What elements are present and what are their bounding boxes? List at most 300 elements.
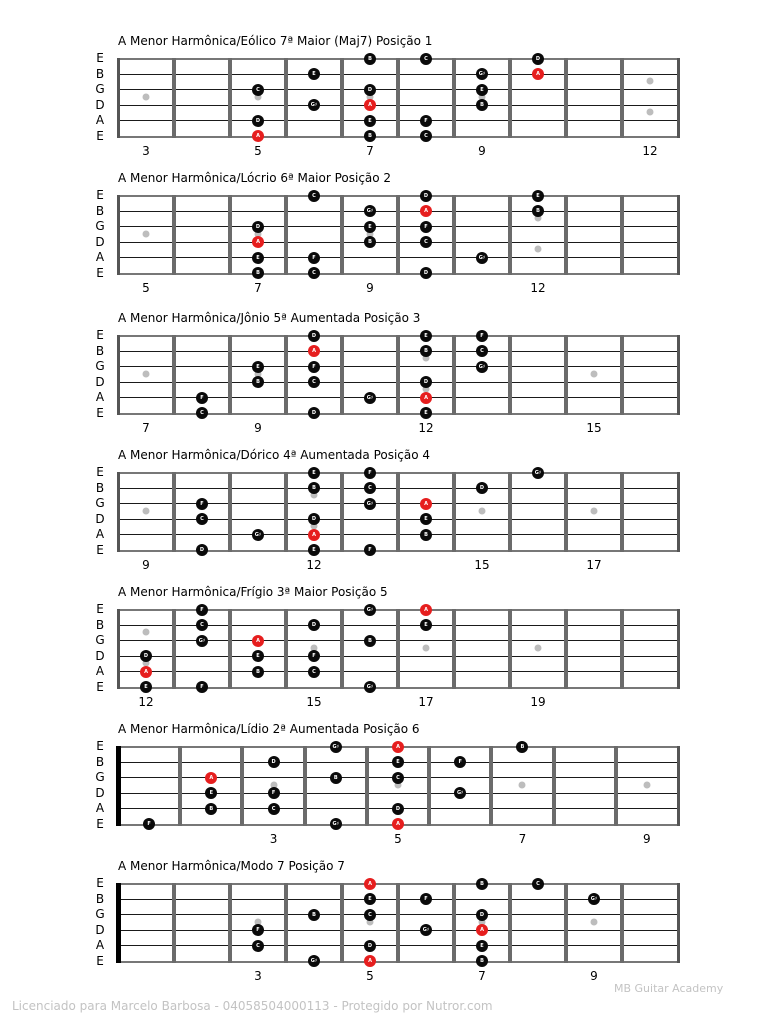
note-marker: D xyxy=(420,376,432,388)
note-marker: B xyxy=(532,205,544,217)
note-marker: F xyxy=(196,392,208,404)
note-marker: C xyxy=(196,407,208,419)
diagram-title: A Menor Harmônica/Lídio 2ª Aumentada Posição 6 xyxy=(118,722,420,736)
brand-watermark: MB Guitar Academy xyxy=(614,982,724,995)
note-marker: D xyxy=(308,513,320,525)
note-marker: C xyxy=(420,130,432,142)
note-marker: B xyxy=(330,772,342,784)
string-label: B xyxy=(95,617,105,632)
fret-inlay-dot xyxy=(535,644,542,651)
note-marker: F xyxy=(143,818,155,830)
fret-number: 17 xyxy=(418,694,434,709)
fret-wire xyxy=(228,883,232,963)
fret-wire xyxy=(620,195,624,275)
root-note-marker: A xyxy=(392,741,404,753)
fret-wire xyxy=(117,335,120,415)
fret-wire xyxy=(564,195,568,275)
fret-wire xyxy=(452,472,456,552)
fret-number: 15 xyxy=(306,694,322,709)
note-marker: E xyxy=(252,361,264,373)
fret-wire xyxy=(284,883,288,963)
root-note-marker: A xyxy=(308,529,320,541)
note-marker: C xyxy=(420,53,432,65)
fretboard xyxy=(118,332,678,416)
fret-number: 12 xyxy=(530,280,546,295)
note-marker: D xyxy=(476,482,488,494)
fret-wire xyxy=(172,335,176,415)
fret-wire xyxy=(284,195,288,275)
fret-wire xyxy=(620,335,624,415)
string-label: A xyxy=(95,801,105,815)
fret-number: 9 xyxy=(590,968,598,983)
root-note-marker: A xyxy=(364,99,376,111)
fret-number: 12 xyxy=(306,557,322,572)
diagram-title: A Menor Harmônica/Eólico 7ª Maior (Maj7) Posição 1 xyxy=(118,34,433,48)
fret-inlay-dot xyxy=(591,507,598,514)
note-marker: E xyxy=(140,681,152,693)
string-label: G xyxy=(95,633,105,647)
note-marker: C xyxy=(252,84,264,96)
string-label: E xyxy=(96,51,104,65)
fret-wire xyxy=(396,609,400,689)
nut xyxy=(116,746,121,826)
string-label: B xyxy=(95,66,105,81)
note-marker: D xyxy=(140,650,152,662)
fret-wire xyxy=(620,609,624,689)
fret-wire xyxy=(677,472,680,552)
fret-wire xyxy=(677,335,680,415)
fret-number: 15 xyxy=(474,557,490,572)
fret-wire xyxy=(677,195,680,275)
note-marker: G♯ xyxy=(364,498,376,510)
fret-inlay-dot xyxy=(519,781,526,788)
root-note-marker: A xyxy=(205,772,217,784)
fret-wire xyxy=(620,883,624,963)
fret-wire xyxy=(508,58,512,138)
note-marker: C xyxy=(308,666,320,678)
note-marker: G♯ xyxy=(308,99,320,111)
note-marker: F xyxy=(196,604,208,616)
fret-wire xyxy=(117,609,120,689)
fret-wire xyxy=(340,609,344,689)
root-note-marker: A xyxy=(420,205,432,217)
root-note-marker: A xyxy=(420,498,432,510)
nut xyxy=(116,883,121,963)
fret-wire xyxy=(340,335,344,415)
fretboard xyxy=(118,55,678,139)
string-label: D xyxy=(95,374,105,389)
note-marker: G♯ xyxy=(476,68,488,80)
fret-wire xyxy=(284,472,288,552)
fretboard xyxy=(118,469,678,553)
string-label: G xyxy=(95,359,105,373)
note-marker: C xyxy=(196,619,208,631)
scale-diagram xyxy=(0,448,768,580)
string-label: E xyxy=(96,188,104,202)
note-marker: C xyxy=(476,345,488,357)
fret-wire xyxy=(172,195,176,275)
string-label: D xyxy=(95,648,105,663)
note-marker: B xyxy=(308,482,320,494)
note-marker: F xyxy=(252,924,264,936)
string-label: B xyxy=(95,203,105,218)
note-marker: G♯ xyxy=(330,741,342,753)
root-note-marker: A xyxy=(532,68,544,80)
note-marker: C xyxy=(196,513,208,525)
fret-wire xyxy=(340,58,344,138)
fret-wire xyxy=(396,58,400,138)
string-label: D xyxy=(95,511,105,526)
fret-number: 12 xyxy=(642,143,658,158)
fret-inlay-dot xyxy=(143,507,150,514)
diagram-title: A Menor Harmônica/Jônio 5ª Aumentada Posição 3 xyxy=(118,311,421,325)
fret-wire xyxy=(614,746,618,826)
string-label: E xyxy=(96,128,104,143)
string-label: A xyxy=(95,390,105,404)
fret-wire xyxy=(396,472,400,552)
note-marker: E xyxy=(364,115,376,127)
note-marker: B xyxy=(252,376,264,388)
fret-number: 15 xyxy=(586,420,602,435)
fret-number: 7 xyxy=(366,143,374,158)
fret-wire xyxy=(228,195,232,275)
note-marker: G♯ xyxy=(196,635,208,647)
fret-wire xyxy=(117,472,120,552)
fret-number: 9 xyxy=(366,280,374,295)
fret-wire xyxy=(228,472,232,552)
root-note-marker: A xyxy=(476,924,488,936)
root-note-marker: A xyxy=(252,635,264,647)
scale-diagram xyxy=(0,171,768,303)
fretboard xyxy=(118,743,678,827)
note-marker: F xyxy=(420,115,432,127)
string-label: B xyxy=(95,480,105,495)
string-label: A xyxy=(95,938,105,952)
fret-wire xyxy=(508,609,512,689)
fret-wire xyxy=(284,335,288,415)
string-label: E xyxy=(96,739,104,753)
fret-wire xyxy=(172,883,176,963)
diagram-title: A Menor Harmônica/Lócrio 6ª Maior Posição 2 xyxy=(118,171,392,185)
fret-wire xyxy=(340,883,344,963)
note-marker: D xyxy=(196,544,208,556)
note-marker: B xyxy=(364,236,376,248)
string-label: G xyxy=(95,219,105,233)
fret-wire xyxy=(564,472,568,552)
fret-inlay-dot xyxy=(143,230,150,237)
fret-wire xyxy=(508,883,512,963)
fretboard xyxy=(118,606,678,690)
fret-number: 3 xyxy=(142,143,150,158)
fret-number: 7 xyxy=(254,280,262,295)
diagram-title: A Menor Harmônica/Frígio 3ª Maior Posição 5 xyxy=(118,585,388,599)
note-marker: G♯ xyxy=(364,604,376,616)
fret-wire xyxy=(178,746,182,826)
note-marker: D xyxy=(364,84,376,96)
fret-number: 9 xyxy=(643,831,651,846)
note-marker: G♯ xyxy=(364,392,376,404)
fret-wire xyxy=(396,335,400,415)
note-marker: F xyxy=(308,252,320,264)
string-label: A xyxy=(95,250,105,264)
note-marker: E xyxy=(420,619,432,631)
fret-wire xyxy=(228,609,232,689)
diagram-title: A Menor Harmônica/Modo 7 Posição 7 xyxy=(118,859,345,873)
note-marker: D xyxy=(392,803,404,815)
fret-number: 9 xyxy=(254,420,262,435)
fret-wire xyxy=(427,746,431,826)
scale-diagram xyxy=(0,34,768,166)
note-marker: D xyxy=(476,909,488,921)
fret-wire xyxy=(340,472,344,552)
string-label: E xyxy=(96,328,104,342)
note-marker: F xyxy=(476,330,488,342)
fret-wire xyxy=(172,609,176,689)
root-note-marker: A xyxy=(420,392,432,404)
fret-inlay-dot xyxy=(591,370,598,377)
note-marker: G♯ xyxy=(364,681,376,693)
fret-wire xyxy=(117,58,120,138)
note-marker: C xyxy=(308,376,320,388)
string-label: E xyxy=(96,876,104,890)
fret-number: 17 xyxy=(586,557,602,572)
note-marker: C xyxy=(308,190,320,202)
string-label: D xyxy=(95,922,105,937)
fret-inlay-dot xyxy=(143,93,150,100)
note-marker: F xyxy=(268,787,280,799)
note-marker: E xyxy=(420,513,432,525)
license-footer: Licenciado para Marcelo Barbosa - 04058504000113 - Protegido por Nutror.com xyxy=(12,999,493,1013)
note-marker: D xyxy=(364,940,376,952)
fret-number: 5 xyxy=(366,968,374,983)
note-marker: F xyxy=(420,221,432,233)
note-marker: B xyxy=(476,955,488,967)
fret-inlay-dot xyxy=(647,109,654,116)
note-marker: B xyxy=(252,666,264,678)
scale-diagram xyxy=(0,859,768,991)
fret-inlay-dot xyxy=(643,781,650,788)
fret-number: 9 xyxy=(142,557,150,572)
fret-wire xyxy=(452,883,456,963)
fret-wire xyxy=(228,335,232,415)
note-marker: E xyxy=(420,330,432,342)
root-note-marker: A xyxy=(364,955,376,967)
note-marker: G♯ xyxy=(532,467,544,479)
fret-wire xyxy=(396,883,400,963)
fret-number: 5 xyxy=(254,143,262,158)
note-marker: E xyxy=(392,756,404,768)
string-label: E xyxy=(96,679,104,694)
fret-wire xyxy=(365,746,369,826)
fret-wire xyxy=(564,58,568,138)
fret-wire xyxy=(284,609,288,689)
note-marker: B xyxy=(252,267,264,279)
fret-wire xyxy=(508,472,512,552)
root-note-marker: A xyxy=(364,878,376,890)
string-label: G xyxy=(95,82,105,96)
fret-wire xyxy=(677,883,680,963)
fret-wire xyxy=(172,472,176,552)
note-marker: G♯ xyxy=(476,361,488,373)
note-marker: E xyxy=(308,544,320,556)
note-marker: D xyxy=(420,267,432,279)
root-note-marker: A xyxy=(252,236,264,248)
note-marker: G♯ xyxy=(364,205,376,217)
note-marker: D xyxy=(268,756,280,768)
note-marker: G♯ xyxy=(308,955,320,967)
note-marker: E xyxy=(476,84,488,96)
note-marker: E xyxy=(308,68,320,80)
string-label: B xyxy=(95,891,105,906)
note-marker: F xyxy=(364,544,376,556)
fret-inlay-dot xyxy=(591,918,598,925)
note-marker: G♯ xyxy=(330,818,342,830)
note-marker: B xyxy=(205,803,217,815)
note-marker: E xyxy=(532,190,544,202)
string-label: A xyxy=(95,527,105,541)
note-marker: D xyxy=(532,53,544,65)
string-label: G xyxy=(95,770,105,784)
fret-number: 5 xyxy=(394,831,402,846)
note-marker: B xyxy=(476,878,488,890)
string-label: D xyxy=(95,234,105,249)
fret-wire xyxy=(564,335,568,415)
fret-wire xyxy=(620,58,624,138)
note-marker: E xyxy=(252,252,264,264)
note-marker: F xyxy=(420,893,432,905)
root-note-marker: A xyxy=(308,345,320,357)
fret-number: 12 xyxy=(138,694,154,709)
note-marker: C xyxy=(308,267,320,279)
fret-wire xyxy=(172,58,176,138)
fret-number: 7 xyxy=(518,831,527,846)
string-label: G xyxy=(95,907,105,921)
note-marker: B xyxy=(420,345,432,357)
note-marker: G♯ xyxy=(588,893,600,905)
fretboard xyxy=(118,880,678,964)
fret-wire xyxy=(452,195,456,275)
fret-wire xyxy=(552,746,556,826)
note-marker: D xyxy=(252,221,264,233)
note-marker: E xyxy=(308,467,320,479)
fret-number: 7 xyxy=(142,420,150,435)
string-label: E xyxy=(96,602,104,616)
string-label: D xyxy=(95,97,105,112)
note-marker: C xyxy=(252,940,264,952)
note-marker: C xyxy=(420,236,432,248)
string-label: D xyxy=(95,785,105,800)
scale-diagram xyxy=(0,311,768,443)
note-marker: E xyxy=(364,893,376,905)
fret-wire xyxy=(564,883,568,963)
fret-wire xyxy=(284,58,288,138)
fret-wire xyxy=(677,609,680,689)
string-label: B xyxy=(95,754,105,769)
fret-wire xyxy=(228,58,232,138)
string-label: E xyxy=(96,542,104,557)
note-marker: F xyxy=(454,756,466,768)
fret-wire xyxy=(508,195,512,275)
note-marker: B xyxy=(516,741,528,753)
note-marker: F xyxy=(308,650,320,662)
root-note-marker: A xyxy=(392,818,404,830)
note-marker: B xyxy=(364,635,376,647)
note-marker: B xyxy=(476,99,488,111)
note-marker: E xyxy=(476,940,488,952)
note-marker: B xyxy=(364,53,376,65)
note-marker: D xyxy=(252,115,264,127)
note-marker: D xyxy=(420,190,432,202)
fret-wire xyxy=(240,746,244,826)
fret-inlay-dot xyxy=(143,629,150,636)
fret-wire xyxy=(677,58,680,138)
root-note-marker: A xyxy=(140,666,152,678)
note-marker: B xyxy=(364,130,376,142)
string-label: B xyxy=(95,343,105,358)
note-marker: C xyxy=(392,772,404,784)
fret-inlay-dot xyxy=(647,78,654,85)
fret-number: 7 xyxy=(478,968,486,983)
fret-wire xyxy=(620,472,624,552)
string-label: E xyxy=(96,265,104,280)
note-marker: B xyxy=(308,909,320,921)
root-note-marker: A xyxy=(252,130,264,142)
string-label: A xyxy=(95,113,105,127)
note-marker: D xyxy=(308,619,320,631)
string-label: G xyxy=(95,496,105,510)
note-marker: E xyxy=(420,407,432,419)
fret-number: 3 xyxy=(269,831,278,846)
fret-wire xyxy=(452,335,456,415)
note-marker: D xyxy=(308,407,320,419)
note-marker: F xyxy=(364,467,376,479)
fret-wire xyxy=(564,609,568,689)
scale-diagram xyxy=(0,585,768,717)
note-marker: G♯ xyxy=(420,924,432,936)
string-label: E xyxy=(96,953,104,968)
fret-number: 5 xyxy=(142,280,150,295)
note-marker: C xyxy=(532,878,544,890)
fret-wire xyxy=(508,335,512,415)
fret-number: 19 xyxy=(530,694,546,709)
note-marker: E xyxy=(364,221,376,233)
note-marker: D xyxy=(308,330,320,342)
note-marker: C xyxy=(364,482,376,494)
note-marker: C xyxy=(364,909,376,921)
string-label: E xyxy=(96,465,104,479)
fret-wire xyxy=(489,746,493,826)
diagram-title: A Menor Harmônica/Dórico 4ª Aumentada Posição 4 xyxy=(118,448,431,462)
fret-wire xyxy=(452,609,456,689)
fret-wire xyxy=(452,58,456,138)
note-marker: F xyxy=(196,498,208,510)
fret-number: 3 xyxy=(254,968,262,983)
string-label: A xyxy=(95,664,105,678)
fret-wire xyxy=(117,195,120,275)
scale-diagram xyxy=(0,722,768,854)
fret-wire xyxy=(396,195,400,275)
fret-wire xyxy=(303,746,307,826)
guitar-string xyxy=(118,793,678,794)
fret-inlay-dot xyxy=(143,370,150,377)
note-marker: E xyxy=(205,787,217,799)
note-marker: B xyxy=(420,529,432,541)
note-marker: G♯ xyxy=(476,252,488,264)
fret-number: 9 xyxy=(478,143,486,158)
note-marker: G♯ xyxy=(454,787,466,799)
string-label: E xyxy=(96,816,104,831)
fret-inlay-dot xyxy=(535,246,542,253)
